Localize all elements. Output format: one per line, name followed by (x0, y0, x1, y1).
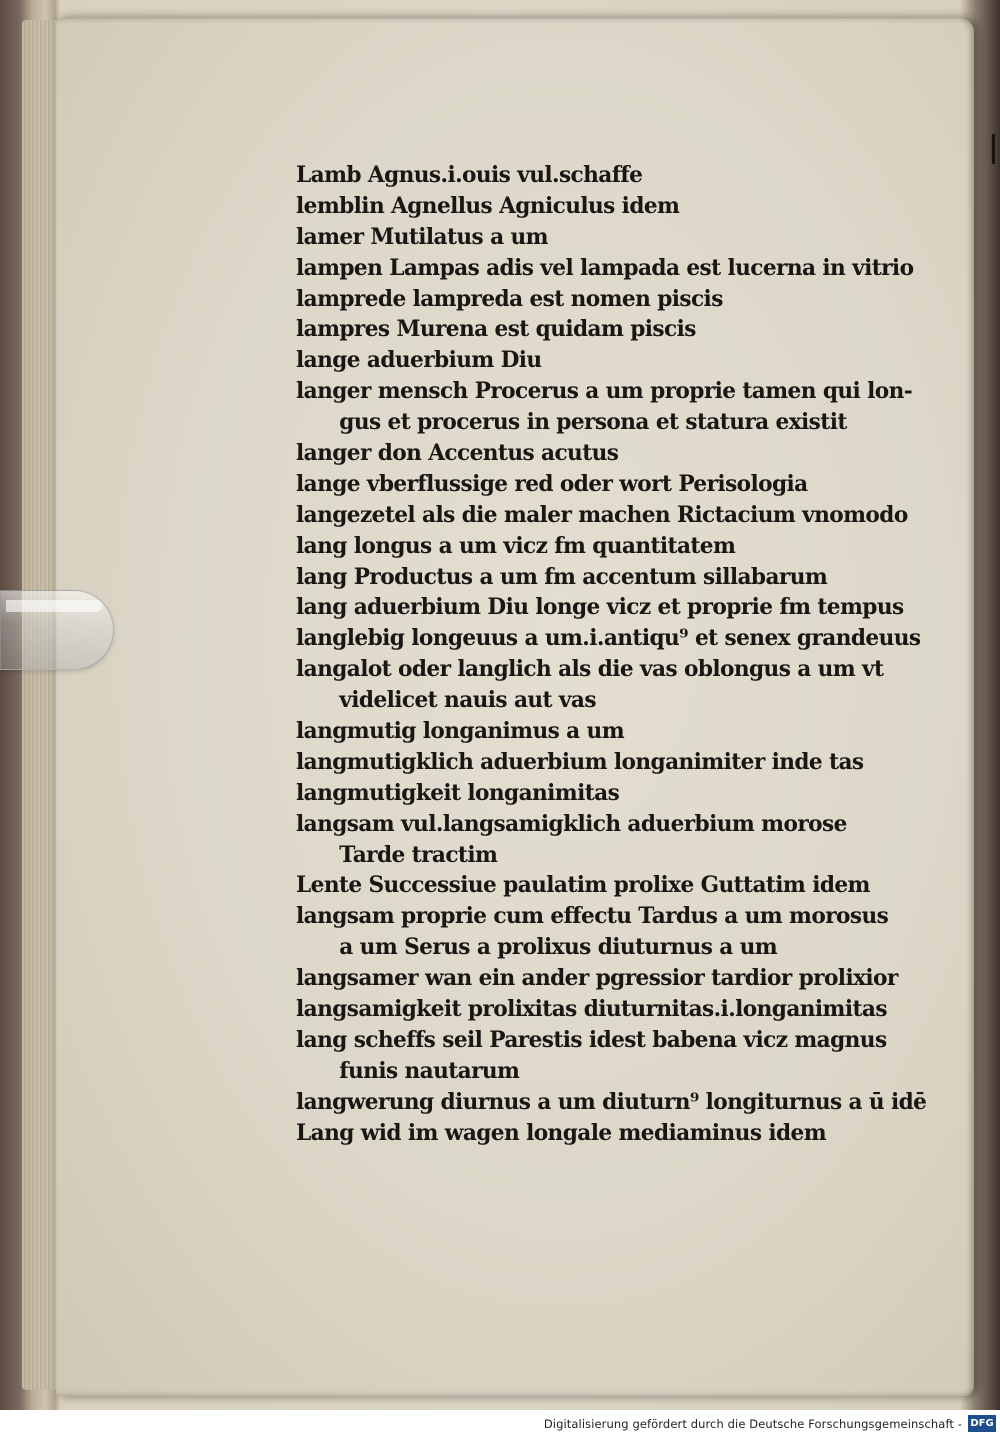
text-line: lemblin Agnellus Agniculus idem (296, 192, 680, 219)
text-line: videlicet nauis aut vas (339, 687, 596, 714)
text-line: langsam proprie cum effectu Tardus a um morosus (296, 903, 889, 930)
text-line: langer mensch Procerus a um proprie tamen qui lon- (296, 378, 913, 405)
text-line: lamprede lampreda est nomen piscis (296, 285, 723, 312)
text-line: langwerung diurnus a um diuturn⁹ longiturnus a ū idē (296, 1088, 927, 1115)
text-line: langsamer wan ein ander pgressior tardior prolixior (296, 965, 898, 992)
text-line: langalot oder langlich als die vas oblongus a um vt (296, 656, 884, 683)
text-line: gus et procerus in persona et statura existit (339, 409, 847, 436)
text-line: lampres Murena est quidam piscis (296, 316, 696, 343)
text-line: langlebig longeuus a um.i.antiqu⁹ et senex grandeuus (296, 625, 921, 652)
text-line: funis nautarum (339, 1057, 520, 1084)
text-line: a um Serus a prolixus diuturnus a um (339, 934, 778, 961)
text-line: langmutig longanimus a um (296, 718, 625, 745)
text-line: lang scheffs seil Parestis idest babena vicz magnus (296, 1026, 887, 1053)
text-line: lang Productus a um fm accentum sillabarum (296, 563, 828, 590)
text-line: langezetel als die maler machen Rictacium vnomodo (296, 501, 908, 528)
text-line: lamer Mutilatus a um (296, 223, 548, 250)
text-line: Tarde tractim (339, 841, 498, 868)
text-line: Lang wid im wagen longale mediaminus idem (296, 1119, 827, 1146)
text-line: Lente Successiue paulatim prolixe Guttatim idem (296, 872, 870, 899)
text-line: lange vberflussige red oder wort Perisologia (296, 470, 808, 497)
text-line: Lamb Agnus.i.ouis vul.schaffe (296, 162, 643, 188)
dfg-logo: DFG (968, 1415, 996, 1432)
text-line: langsam vul.langsamigklich aduerbium morose (296, 810, 847, 837)
text-line: langsamigkeit prolixitas diuturnitas.i.longanimitas (296, 996, 887, 1023)
text-line: lang longus a um vicz fm quantitatem (296, 532, 736, 559)
bookmark-highlight (6, 600, 102, 612)
page-edges (22, 20, 60, 1390)
footer-bar (0, 1410, 1000, 1438)
text-line: lang aduerbium Diu longe vicz et proprie fm tempus (296, 594, 904, 621)
funding-notice: Digitalisierung gefördert durch die Deutsche Forschungsgemeinschaft - (543, 1417, 962, 1431)
glossary-text-block (296, 160, 936, 1149)
text-line: lampen Lampas adis vel lampada est lucerna in vitrio (296, 254, 914, 281)
text-line: langmutigkeit longanimitas (296, 779, 620, 806)
text-line: lange aduerbium Diu (296, 347, 542, 374)
text-line: langer don Accentus acutus (296, 440, 619, 467)
facing-page-edge-mark: | (988, 130, 999, 165)
text-line: langmutigklich aduerbium longanimiter inde tas (296, 748, 864, 775)
